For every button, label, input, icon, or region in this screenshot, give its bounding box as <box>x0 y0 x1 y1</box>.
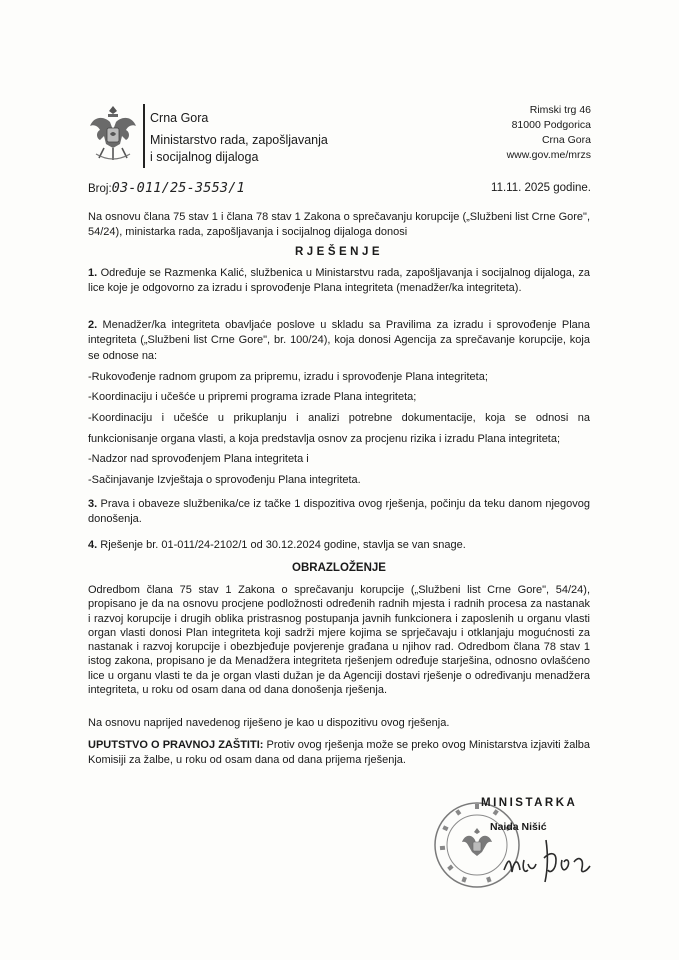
point-3: 3. Prava i obaveze službenika/ce iz tačke 1 dispozitiva ovog rješenja, počinju da teku danom njegovog donošenja. <box>88 498 590 526</box>
address-city: 81000 Podgorica <box>511 119 591 131</box>
signatory-name: Naida Nišić <box>490 821 547 833</box>
duty-item-continued: funkcionisanje organa vlasti, a koja predstavlja osnov za procjenu rizika i izradu Plana integriteta; <box>88 433 561 445</box>
document-title: RJEŠENJE <box>294 246 384 258</box>
reference-number <box>88 180 245 196</box>
ministry-name-line1: Ministarstvo rada, zapošljavanja <box>150 132 328 147</box>
signatory-title: MINISTARKA <box>481 797 578 809</box>
point-4: 4. Rješenje br. 01-011/24-2102/1 od 30.12.2024 godine, stavlja se van snage. <box>88 539 466 551</box>
ministry-name-line2: i socijalnog dijaloga <box>150 150 259 164</box>
conclusion-paragraph: Na osnovu naprijed navedenog riješeno je kao u dispozitivu ovog rješenja. <box>88 717 450 729</box>
point-2: 2. Menadžer/ka integriteta obavljaće poslove u skladu sa Pravilima za izradu i sprovođenje Plana integriteta („Službeni list Crne Gore", br. 100/24), koja donosi Agencija za sprečavanje korupcije, koja se odnose na: <box>88 319 590 362</box>
duty-item: -Rukovođenje radnom grupom za pripremu, izradu i sprovođenje Plana integriteta; <box>88 371 488 383</box>
document-date: 11.11. 2025 godine. <box>491 182 591 194</box>
address-block <box>507 103 591 163</box>
country-name: Crna Gora <box>150 111 209 125</box>
point-1: 1. Određuje se Razmenka Kalić, službenica u Ministarstvu rada, zapošljavanja i socijalnog dijaloga, za lice koje je odgovorno za izradu i sprovođenje Plana integriteta (menadžer/ka integriteta). <box>88 267 590 295</box>
reasoning-paragraph: Odredbom člana 75 stav 1 Zakona o sprečavanju korupcije („Službeni list Crne Gore", 54/24), propisano je da na osnovu procjene podložnosti određenih radnih mjesta i radnih procesa za nastanak i razvoj korupcije i drugih oblika pristrasnog postupanja javnih funkcionera i zaposlenih u organu vlasti organ vlasti donosi Plan integriteta koji sadrži mjere kojima se sprječavaju i otklanjaju mogućnosti za nastanak i razvoj korupcije i obezbjeđuje povjerenje građana u njihov rad. Odredbom člana 78 stav 1 istog zakona, propisano je da Menadžera integriteta rješenjem određuje starješina, odnosno ovlašćeno lice u organu vlasti te da je organ vlasti dužan je da Agenciji dostavi rješenje o određivanju menadžera integriteta, u roku od osam dana od dana donošenja rješenja. <box>88 584 590 697</box>
duty-item: -Nadzor nad sprovođenjem Plana integriteta i <box>88 453 309 465</box>
reasoning-title: OBRAZLOŽENJE <box>292 562 386 574</box>
duty-item: -Koordinaciju i učešće u pripremi programa izrade Plana integriteta; <box>88 391 417 403</box>
reference-label: Broj: <box>88 183 112 195</box>
header-divider <box>143 104 145 168</box>
address-country: Crna Gora <box>541 134 591 146</box>
website-link[interactable]: www.gov.me/mrzs <box>506 149 591 161</box>
handwritten-signature-icon <box>498 830 602 890</box>
coat-of-arms-icon <box>86 104 140 164</box>
intro-paragraph: Na osnovu člana 75 stav 1 i člana 78 stav 1 Zakona o sprečavanju korupcije („Službeni list Crne Gore", 54/24), ministarka rada, zapošljavanja i socijalnog dijaloga donosi <box>88 211 590 239</box>
reference-handwritten: 03-011/25-3553/1 <box>111 180 245 196</box>
issuer-block <box>150 110 328 167</box>
duty-item: -Sačinjavanje Izvještaja o sprovođenju Plana integriteta. <box>88 474 361 486</box>
duty-item: -Koordinaciju i učešće u prikuplanju i analizi potrebne dokumentacije, koja se odnosi na <box>88 412 590 424</box>
address-street: Rimski trg 46 <box>529 104 591 116</box>
legal-remedy-paragraph: UPUTSTVO O PRAVNOJ ZAŠTITI: Protiv ovog rješenja može se preko ovog Ministarstva izjaviti žalba Komisiji za žalbe, u roku od osam dana od dana prijema rješenja. <box>88 739 590 767</box>
